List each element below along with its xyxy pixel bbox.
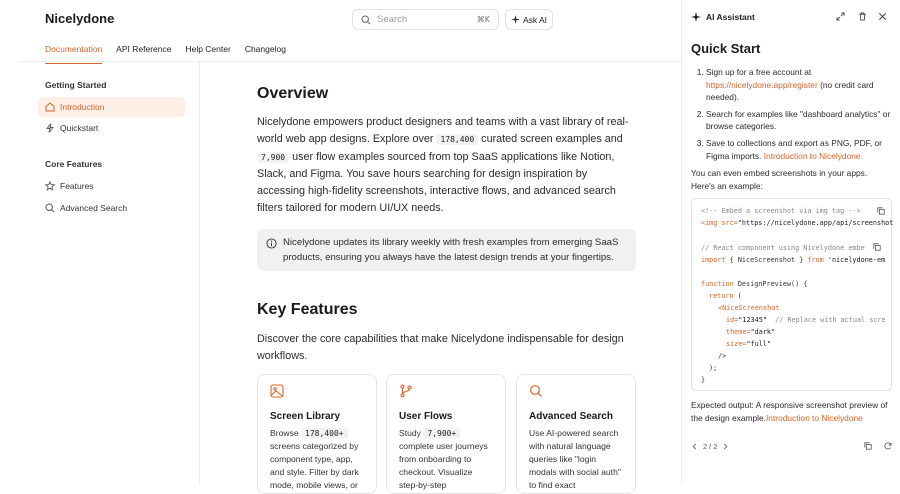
panel-title: AI Assistant <box>706 12 755 22</box>
quick-start-heading: Quick Start <box>691 41 761 56</box>
chevron-right-icon[interactable] <box>722 443 729 450</box>
copy-icon[interactable] <box>864 442 872 450</box>
overview-text: curated screen examples and <box>481 132 623 145</box>
key-features-heading: Key Features <box>257 301 358 318</box>
ask-ai-button[interactable] <box>505 9 553 30</box>
code-token: ( <box>733 292 742 300</box>
sidebar-item-label: Quickstart <box>60 123 99 133</box>
sidebar-item-label: Features <box>60 181 94 191</box>
overview-text: Nicelydone empowers product designers and teams with a vast library of real-world web app designs. Explore over <box>257 116 629 145</box>
step-item <box>706 108 892 133</box>
star-icon <box>45 181 55 191</box>
callout-text: Nicelydone updates its library weekly with fresh examples from emerging SaaS products, ensuring you always have the latest design trends at your fingertips. <box>283 237 619 263</box>
step-text: Save to collections and export as PNG, PDF, or Figma imports. <box>706 137 882 161</box>
code-token: theme= <box>726 328 751 336</box>
code-token: { NiceScreenshot } <box>725 256 808 264</box>
info-icon <box>266 238 277 249</box>
sidebar-item-quickstart[interactable] <box>38 118 185 138</box>
search-icon <box>529 384 543 398</box>
overview-heading: Overview <box>257 85 329 102</box>
code-line: // React component using Nicelydone embe <box>701 244 865 252</box>
step-item <box>706 66 892 104</box>
bolt-icon <box>45 123 55 133</box>
feature-card-user-flows[interactable] <box>386 374 506 494</box>
code-line <box>726 315 886 327</box>
header-divider <box>20 61 681 62</box>
step-text: Sign up for a free account at <box>706 67 812 77</box>
card-text: Browse <box>270 428 299 438</box>
image-icon <box>270 384 284 398</box>
code-token: size= <box>726 340 747 348</box>
code-line: /> <box>718 352 727 360</box>
sparkle-icon <box>511 15 520 24</box>
sidebar-item-label: Advanced Search <box>60 203 128 213</box>
code-token: "dark" <box>750 328 776 336</box>
code-line <box>701 279 807 291</box>
card-title: Advanced Search <box>529 411 613 422</box>
search-icon <box>361 15 371 25</box>
tab-api-reference[interactable]: API Reference <box>116 44 172 54</box>
code-token: import <box>701 256 726 264</box>
tab-help-center[interactable]: Help Center <box>185 44 231 54</box>
home-icon <box>45 102 55 112</box>
card-title: Screen Library <box>270 411 341 422</box>
code-line <box>709 291 742 303</box>
features-intro: Discover the core capabilities that make Nicelydone indispensable for design workflows. <box>257 333 624 362</box>
trash-icon[interactable] <box>858 12 867 21</box>
tab-documentation[interactable]: Documentation <box>45 44 102 64</box>
quick-start-steps <box>706 66 892 166</box>
ai-assistant-panel <box>681 0 900 484</box>
screen-count-code: 178,400 <box>436 134 478 145</box>
flow-count-code: 7,900 <box>257 152 289 163</box>
code-line: } <box>701 376 706 384</box>
tab-changelog[interactable]: Changelog <box>244 44 286 54</box>
search-input[interactable] <box>352 9 499 30</box>
code-token: "full" <box>746 340 772 348</box>
intro-link[interactable]: Introduction to Nicelydone <box>765 412 863 423</box>
code-line <box>726 339 771 351</box>
code-token: id= <box>726 316 739 324</box>
code-token: "https://nicelydone.app/api/screenshot <box>737 219 894 227</box>
code-token: 'nicelydone-em <box>823 256 886 264</box>
feature-card-screen-library[interactable] <box>257 374 377 494</box>
code-token: DesignPreview() { <box>733 280 808 288</box>
card-text: screens categorized by component type, app, and style. Filter by dark mode, mobile views, or <box>270 441 359 490</box>
register-link[interactable]: https://nicelydone.app/register <box>706 79 818 90</box>
code-line <box>701 218 893 230</box>
code-line <box>701 255 885 267</box>
sidebar-group-title: Getting Started <box>45 80 107 90</box>
sidebar-item-features[interactable] <box>38 176 185 196</box>
overview-paragraph <box>257 114 637 217</box>
copy-icon[interactable] <box>877 207 885 215</box>
response-pager <box>691 440 892 452</box>
code-token: <img src= <box>701 219 738 227</box>
step-text: (no credit card needed). <box>706 79 874 103</box>
card-text: complete user journeys from onboarding to checkout. Visualize step-by-step <box>399 441 488 490</box>
top-bar <box>0 0 681 38</box>
card-text: Study <box>399 428 421 438</box>
code-token: "12345" <box>738 316 767 324</box>
sidebar-divider <box>199 62 200 484</box>
card-code: 178,400+ <box>301 428 348 439</box>
close-icon[interactable] <box>878 12 887 21</box>
code-line: <NiceScreenshot <box>718 304 780 312</box>
card-description <box>399 427 493 492</box>
logo[interactable]: Nicelydone <box>45 11 115 26</box>
search-icon <box>45 203 55 213</box>
expected-output <box>691 399 891 424</box>
chevron-left-icon[interactable] <box>691 443 698 450</box>
code-token: from <box>807 256 824 264</box>
embed-intro: You can even embed screenshots in your apps. Here's an example: <box>691 168 868 191</box>
code-token: return <box>709 292 734 300</box>
card-description <box>270 427 364 492</box>
step-text: Search for examples like "dashboard analytics" or browse categories. <box>706 108 891 132</box>
feature-card-advanced-search[interactable] <box>516 374 636 494</box>
code-token: // Replace with actual scre <box>766 316 886 324</box>
ask-ai-label: Ask AI <box>522 14 548 25</box>
sparkle-icon <box>691 12 701 22</box>
intro-link[interactable]: Introduction to Nicelydone <box>763 150 861 161</box>
code-token: function <box>701 280 734 288</box>
code-line: <!-- Embed a screenshot via img tag --> <box>701 207 861 215</box>
code-line: ); <box>709 364 718 372</box>
sidebar-item-label: Introduction <box>60 102 105 112</box>
card-code: 7,900+ <box>423 428 460 439</box>
card-description: Use AI-powered search with natural language queries like "login modals with social auth" to find exact <box>529 428 621 490</box>
expand-icon[interactable] <box>836 12 845 21</box>
refresh-icon[interactable] <box>884 442 892 450</box>
pager-label: 2 / 2 <box>703 441 718 451</box>
card-title: User Flows <box>399 411 453 422</box>
step-item <box>706 137 892 162</box>
sidebar-item-introduction[interactable] <box>38 97 185 117</box>
copy-icon[interactable] <box>873 243 881 251</box>
code-line <box>726 327 775 339</box>
search-shortcut: ⌘K <box>476 15 490 24</box>
info-callout <box>257 229 636 271</box>
sidebar-item-advanced-search[interactable] <box>38 198 185 218</box>
expected-text: Expected output: A responsive screenshot preview of the design example. <box>691 400 888 423</box>
sidebar-group-title: Core Features <box>45 159 103 169</box>
search-placeholder: Search <box>377 14 408 25</box>
code-block <box>691 198 892 391</box>
overview-text: user flow examples sourced from top SaaS applications like Notion, Slack, and Figma. You save hours searching for design inspiration by accessing high-fidelity screenshots, interactive flows, and advanced search filters tailored for modern UI/UX needs. <box>257 150 616 214</box>
git-branch-icon <box>399 384 413 398</box>
